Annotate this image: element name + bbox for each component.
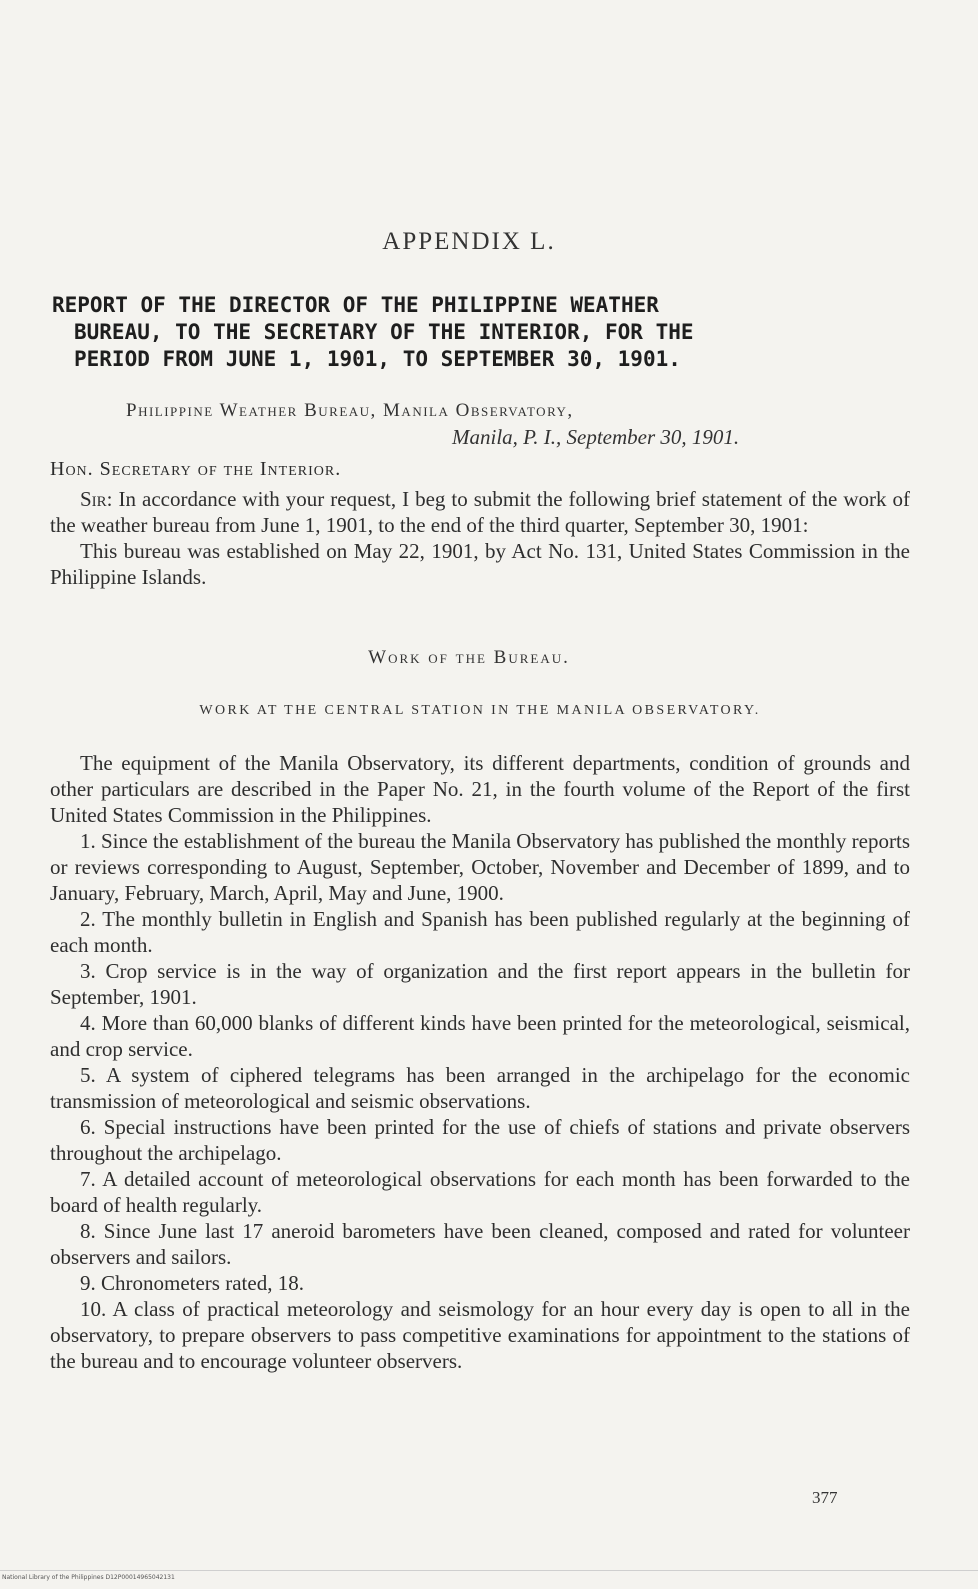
list-item-10: 10. A class of practical meteorology and seismology for an hour every day is open to all in the observatory, to prepare observers to pass competitive examinations for appointment to the stations of the bureau and to encourage volunteer observers. [50,1297,910,1373]
main-section [50,750,910,1374]
report-title [52,292,912,373]
establishment-paragraph: This bureau was established on May 22, 1901, by Act No. 131, United States Commission in the Philippine Islands. [50,539,910,589]
footer-divider [0,1570,978,1571]
intro-section [50,486,910,590]
intro-paragraph-text: In accordance with your request, I beg to submit the following brief statement of the work of the weather bureau from June 1, 1901, to the end of the third quarter, September 30, 1901: [50,487,911,537]
list-item-2: 2. The monthly bulletin in English and Spanish has been published regularly at the beginning of each month. [50,907,910,957]
list-item-8: 8. Since June last 17 aneroid barometers have been cleaned, composed and rated for volunteer observers and sailors. [50,1219,910,1269]
list-item-4: 4. More than 60,000 blanks of different kinds have been printed for the meteorological, seismical, and crop service. [50,1011,910,1061]
page-number: 377 [812,1488,838,1507]
list-item-7: 7. A detailed account of meteorological observations for each month has been forwarded to the board of health regularly. [50,1167,910,1217]
appendix-heading: APPENDIX L. [382,228,556,255]
salutation: Hon. Secretary of the Interior. [50,458,342,480]
subsection-heading: WORK AT THE CENTRAL STATION IN THE MANILA OBSERVATORY. [199,703,761,718]
report-title-line-1: REPORT OF THE DIRECTOR OF THE PHILIPPINE WEATHER [52,293,659,317]
place-date: Manila, P. I., September 30, 1901. [452,425,740,449]
report-title-line-3: PERIOD FROM JUNE 1, 1901, TO SEPTEMBER 30, 1901. [74,347,681,371]
section-heading: Work of the Bureau. [368,647,570,668]
intro-paragraph [50,486,910,538]
list-item-3: 3. Crop service is in the way of organization and the first report appears in the bulletin for September, 1901. [50,959,910,1009]
list-item-9: 9. Chronometers rated, 18. [80,1271,304,1295]
list-item-5: 5. A system of ciphered telegrams has been arranged in the archipelago for the economic transmission of meteorological and seismic observations. [50,1063,910,1113]
report-title-line-2: BUREAU, TO THE SECRETARY OF THE INTERIOR, FOR THE [74,320,694,344]
list-item-1: 1. Since the establishment of the bureau the Manila Observatory has published the monthly reports or reviews corresponding to August, September, October, November and December of 1899, and to January, February, March, April, May and June, 1900. [50,829,910,905]
equipment-paragraph: The equipment of the Manila Observatory, its different departments, condition of grounds and other particulars are described in the Paper No. 21, in the fourth volume of the Report of the first United States Commission in the Philippines. [50,751,910,827]
sir-label: Sir: [80,487,113,511]
library-stamp: National Library of the Philippines D12P00014965042131 [2,1574,175,1581]
list-item-6: 6. Special instructions have been printed for the use of chiefs of stations and private observers throughout the archipelago. [50,1115,910,1165]
sender-address: Philippine Weather Bureau, Manila Observatory, [126,400,574,421]
